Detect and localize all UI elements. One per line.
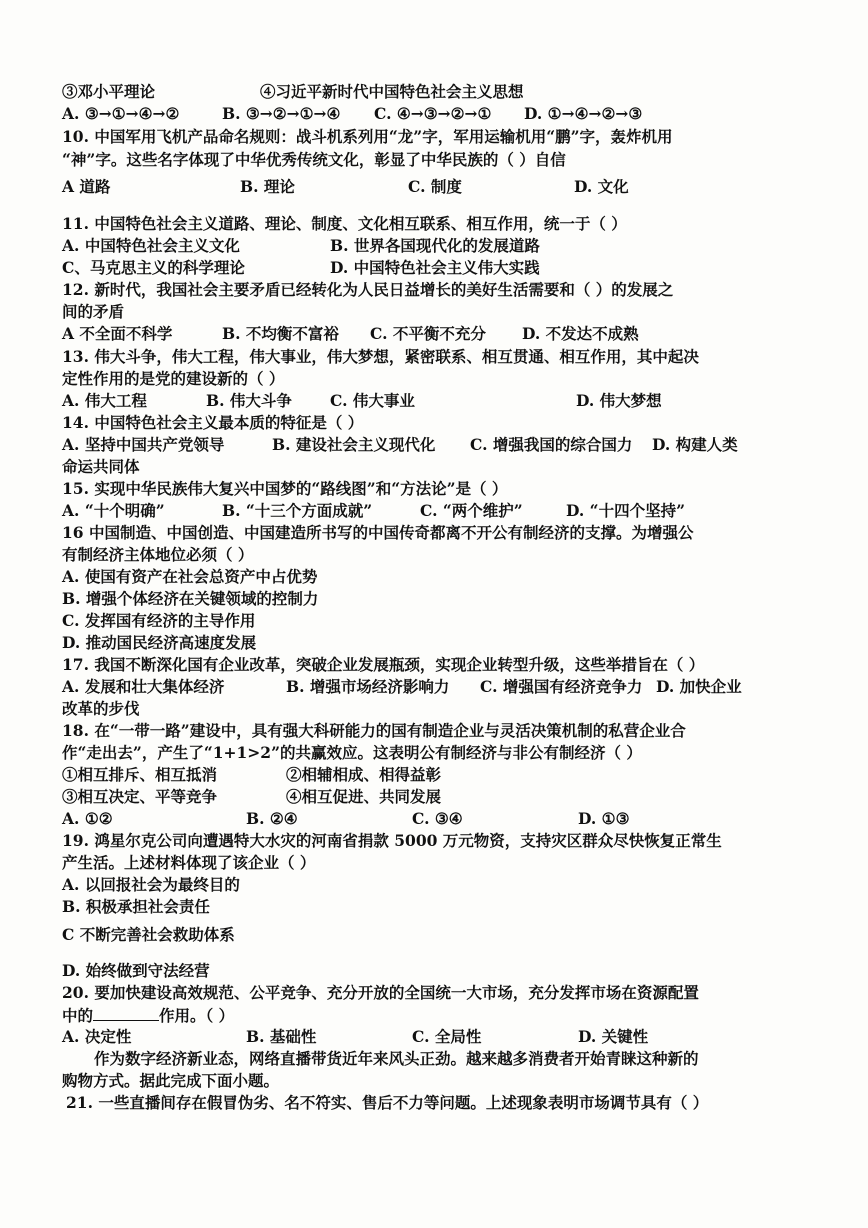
q13-option-d: D. 伟大梦想	[576, 391, 662, 410]
q14-line1: 14. 中国特色社会主义最本质的特征是（ ）	[62, 413, 364, 432]
q18-line2: 作“走出去”，产生了“1+1>2”的共赢效应。这表明公有制经济与非公有制经济（ ）	[62, 743, 642, 762]
q17-option-d: D. 加快企业	[656, 677, 742, 696]
q15-options	[0, 501, 868, 521]
top-option-a: A. ③→①→④→②	[62, 104, 180, 123]
q14-tail: 命运共同体	[62, 457, 140, 476]
q11-option-b: B. 世界各国现代化的发展道路	[330, 236, 540, 255]
top-option-d: D. ①→④→②→③	[524, 104, 643, 123]
q16-option-a: A. 使国有资产在社会总资产中占优势	[62, 567, 318, 586]
q20-line1: 20. 要加快建设高效规范、公平竞争、充分开放的全国统一大市场，充分发挥市场在资源配置	[62, 983, 699, 1002]
q12-option-c: C. 不平衡不充分	[370, 324, 486, 343]
q16-option-d: D. 推动国民经济高速度发展	[62, 633, 257, 652]
q12-option-d: D. 不发达不成熟	[522, 324, 639, 343]
top-items-line	[0, 82, 868, 102]
q18-statement-4: ④相互促进、共同发展	[286, 787, 442, 806]
q13-option-b: B. 伟大斗争	[206, 391, 292, 410]
intro-line2: 购物方式。据此完成下面小题。	[62, 1071, 280, 1090]
q13-option-c: C. 伟大事业	[330, 391, 415, 410]
q20-answer-blank	[93, 1005, 159, 1021]
q17-options	[0, 677, 868, 697]
q16-line2: 有制经济主体地位必须（ ）	[62, 545, 254, 564]
q18-option-b: B. ②④	[246, 809, 298, 828]
q11-options-cd	[0, 258, 868, 278]
q20-option-a: A. 决定性	[62, 1027, 132, 1046]
item-3: ③邓小平理论	[62, 82, 156, 101]
q18-line1: 18. 在“一带一路”建设中，具有强大科研能力的国有制造企业与灵活决策机制的私营企业合	[62, 721, 686, 740]
q20-option-d: D. 关键性	[578, 1027, 649, 1046]
q11-options-ab	[0, 236, 868, 256]
q10-option-a: A 道路	[62, 177, 111, 196]
q20-option-c: C. 全局性	[412, 1027, 482, 1046]
q21-line1: 21. 一些直播间存在假冒伪劣、名不符实、售后不力等问题。上述现象表明市场调节具有（ ）	[66, 1093, 709, 1112]
q10-option-d: D. 文化	[574, 177, 629, 196]
q16-option-c: C. 发挥国有经济的主导作用	[62, 611, 256, 630]
q20-option-b: B. 基础性	[246, 1027, 317, 1046]
q18-statements-34	[0, 787, 868, 807]
q18-option-d: D. ①③	[578, 809, 630, 828]
q18-statements-12	[0, 765, 868, 785]
q18-option-c: C. ③④	[412, 809, 463, 828]
q18-option-a: A. ①②	[62, 809, 113, 828]
q19-option-a: A. 以回报社会为最终目的	[62, 875, 240, 894]
top-option-c: C. ④→③→②→①	[374, 104, 492, 123]
q17-option-a: A. 发展和壮大集体经济	[62, 677, 225, 696]
q16-line1: 16 中国制造、中国创造、中国建造所书写的中国传奇都离不开公有制经济的支撑。为增强公	[62, 523, 694, 542]
q11-line1: 11. 中国特色社会主义道路、理论、制度、文化相互联系、相互作用，统一于（ ）	[62, 214, 627, 233]
q19-option-b: B. 积极承担社会责任	[62, 897, 210, 916]
q12-options	[0, 324, 868, 344]
intro-line1: 作为数字经济新业态，网络直播带货近年来风头正劲。越来越多消费者开始青睐这种新的	[94, 1049, 699, 1068]
q17-option-b: B. 增强市场经济影响力	[286, 677, 450, 696]
q15-option-a: A. “十个明确”	[62, 501, 165, 520]
q12-line2: 间的矛盾	[62, 302, 125, 321]
q20-line2-end: 作用。（ ）	[159, 1006, 235, 1025]
q15-option-d: D. “十四个坚持”	[566, 501, 686, 520]
q10-option-c: C. 制度	[408, 177, 462, 196]
q18-statement-2: ②相辅相成、相得益彰	[286, 765, 442, 784]
q14-option-b: B. 建设社会主义现代化	[272, 435, 436, 454]
q15-option-b: B. “十三个方面成就”	[222, 501, 373, 520]
q13-line1: 13. 伟大斗争，伟大工程，伟大事业，伟大梦想，紧密联系、相互贯通、相互作用，其中起决	[62, 347, 699, 366]
q18-statement-1: ①相互排斥、相互抵消	[62, 765, 218, 784]
q15-line1: 15. 实现中华民族伟大复兴中国梦的“路线图”和“方法论”是（ ）	[62, 479, 508, 498]
q11-option-d: D. 中国特色社会主义伟大实践	[330, 258, 540, 277]
q10-option-b: B. 理论	[240, 177, 295, 196]
q12-line1: 12. 新时代，我国社会主要矛盾已经转化为人民日益增长的美好生活需要和（ ）的发展之	[62, 280, 674, 299]
q18-statement-3: ③相互决定、平等竞争	[62, 787, 218, 806]
q10-line2: “神”字。这些名字体现了中华优秀传统文化，彰显了中华民族的（ ）自信	[62, 150, 566, 169]
q14-option-d: D. 构建人类	[652, 435, 738, 454]
q19-option-c: C 不断完善社会救助体系	[62, 925, 235, 944]
q11-option-a: A. 中国特色社会主义文化	[62, 236, 240, 255]
top-option-b: B. ③→②→①→④	[222, 104, 341, 123]
q13-line2: 定性作用的是党的建设新的（ ）	[62, 369, 285, 388]
q12-option-a: A 不全面不科学	[62, 324, 173, 343]
q15-option-c: C. “两个维护”	[420, 501, 523, 520]
q10-options	[0, 177, 868, 197]
q14-options	[0, 435, 868, 455]
q13-option-a: A. 伟大工程	[62, 391, 147, 410]
q14-option-a: A. 坚持中国共产党领导	[62, 435, 225, 454]
q19-option-d: D. 始终做到守法经营	[62, 961, 210, 980]
q20-line2	[62, 1005, 234, 1026]
q13-options	[0, 391, 868, 411]
item-4: ④习近平新时代中国特色社会主义思想	[260, 82, 524, 101]
q18-options	[0, 809, 868, 829]
top-options-line	[0, 104, 868, 124]
q19-line2: 产生活。上述材料体现了该企业（ ）	[62, 853, 316, 872]
q16-option-b: B. 增强个体经济在关键领域的控制力	[62, 589, 319, 608]
q17-tail: 改革的步伐	[62, 699, 140, 718]
q19-line1: 19. 鸿星尔克公司向遭遇特大水灾的河南省捐款 5000 万元物资，支持灾区群众尽快恢复正常生	[62, 831, 722, 850]
q17-line1: 17. 我国不断深化国有企业改革，突破企业发展瓶颈，实现企业转型升级，这些举措旨在（ ）	[62, 655, 705, 674]
q20-line2-start: 中的	[62, 1006, 94, 1025]
q17-option-c: C. 增强国有经济竞争力	[480, 677, 643, 696]
q14-option-c: C. 增强我国的综合国力	[470, 435, 633, 454]
q20-options	[0, 1027, 868, 1047]
q11-option-c: C、马克思主义的科学理论	[62, 258, 245, 277]
q10-line1: 10. 中国军用飞机产品命名规则：战斗机系列用“龙”字，军用运输机用“鹏”字，轰炸机用	[62, 127, 673, 146]
q12-option-b: B. 不均衡不富裕	[222, 324, 339, 343]
